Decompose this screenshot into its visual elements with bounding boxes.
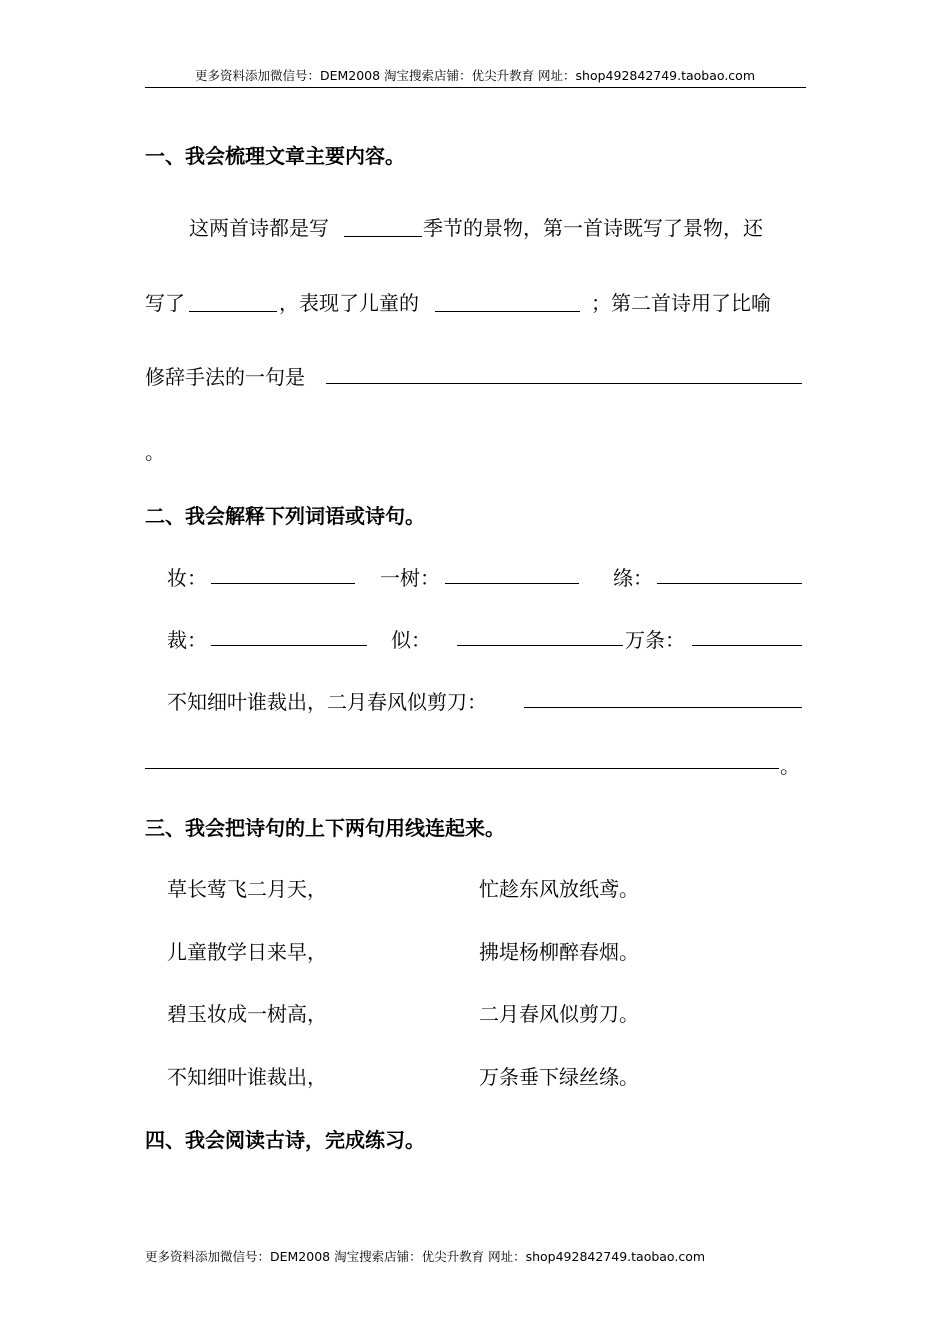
- section1-title: 一、我会梳理文章主要内容。: [145, 144, 405, 168]
- s1-blank-metaphor[interactable]: [326, 383, 802, 384]
- s2-blank-wantiao[interactable]: [692, 645, 802, 646]
- s3-right-3[interactable]: 二月春风似剪刀。: [479, 1002, 639, 1026]
- s3-right-4[interactable]: 万条垂下绿丝绦。: [479, 1065, 639, 1089]
- s3-right-1[interactable]: 忙趁东风放纸鸢。: [479, 877, 639, 901]
- s2-blank-verse-2[interactable]: [145, 768, 779, 769]
- header-divider: [145, 87, 806, 88]
- s3-left-1[interactable]: 草长莺飞二月天，: [167, 877, 327, 901]
- s2-word-wantiao: 万条：: [625, 628, 685, 652]
- s1-text-2a: 写了: [145, 291, 185, 315]
- s2-word-cai: 裁：: [167, 628, 207, 652]
- s1-blank-feeling[interactable]: [435, 311, 580, 312]
- s2-verse-line: 不知细叶谁裁出，二月春风似剪刀：: [167, 690, 487, 714]
- s2-word-tao: 绦：: [613, 566, 653, 590]
- s1-blank-season[interactable]: [344, 236, 422, 237]
- section2-title: 二、我会解释下列词语或诗句。: [145, 504, 425, 528]
- s2-blank-zhuang[interactable]: [211, 583, 355, 584]
- s1-text-2b: ，表现了儿童的: [279, 291, 419, 315]
- s1-text-3a: 修辞手法的一句是: [145, 365, 305, 389]
- s3-right-2[interactable]: 拂堤杨柳醉春烟。: [479, 940, 639, 964]
- s2-blank-yishu[interactable]: [445, 583, 579, 584]
- s1-text-2c: ；第二首诗用了比喻: [591, 291, 771, 315]
- s1-text-1a: 这两首诗都是写: [189, 216, 329, 240]
- s3-left-2[interactable]: 儿童散学日来早，: [167, 940, 327, 964]
- s2-word-yishu: 一树：: [380, 566, 440, 590]
- s1-blank-activity[interactable]: [189, 311, 277, 312]
- section4-title: 四、我会阅读古诗，完成练习。: [145, 1128, 425, 1152]
- s2-word-zhuang: 妆：: [167, 566, 207, 590]
- s3-left-4[interactable]: 不知细叶谁裁出，: [167, 1065, 327, 1089]
- page-footer: 更多资料添加微信号：DEM2008 淘宝搜索店铺：优尖升教育 网址：shop492842749.taobao.com: [145, 1249, 706, 1264]
- s3-left-3[interactable]: 碧玉妆成一树高，: [167, 1002, 327, 1026]
- s2-blank-cai[interactable]: [211, 645, 367, 646]
- page-header: 更多资料添加微信号：DEM2008 淘宝搜索店铺：优尖升教育 网址：shop492842749.taobao.com: [194, 68, 756, 83]
- s2-end-period: 。: [780, 754, 800, 778]
- s1-text-4: 。: [145, 440, 165, 464]
- s2-blank-si[interactable]: [457, 645, 623, 646]
- s1-text-1b: 季节的景物，第一首诗既写了景物，还: [423, 216, 763, 240]
- s2-blank-tao[interactable]: [657, 583, 802, 584]
- s2-blank-verse-1[interactable]: [524, 707, 802, 708]
- section3-title: 三、我会把诗句的上下两句用线连起来。: [145, 816, 505, 840]
- s2-word-si: 似：: [391, 628, 431, 652]
